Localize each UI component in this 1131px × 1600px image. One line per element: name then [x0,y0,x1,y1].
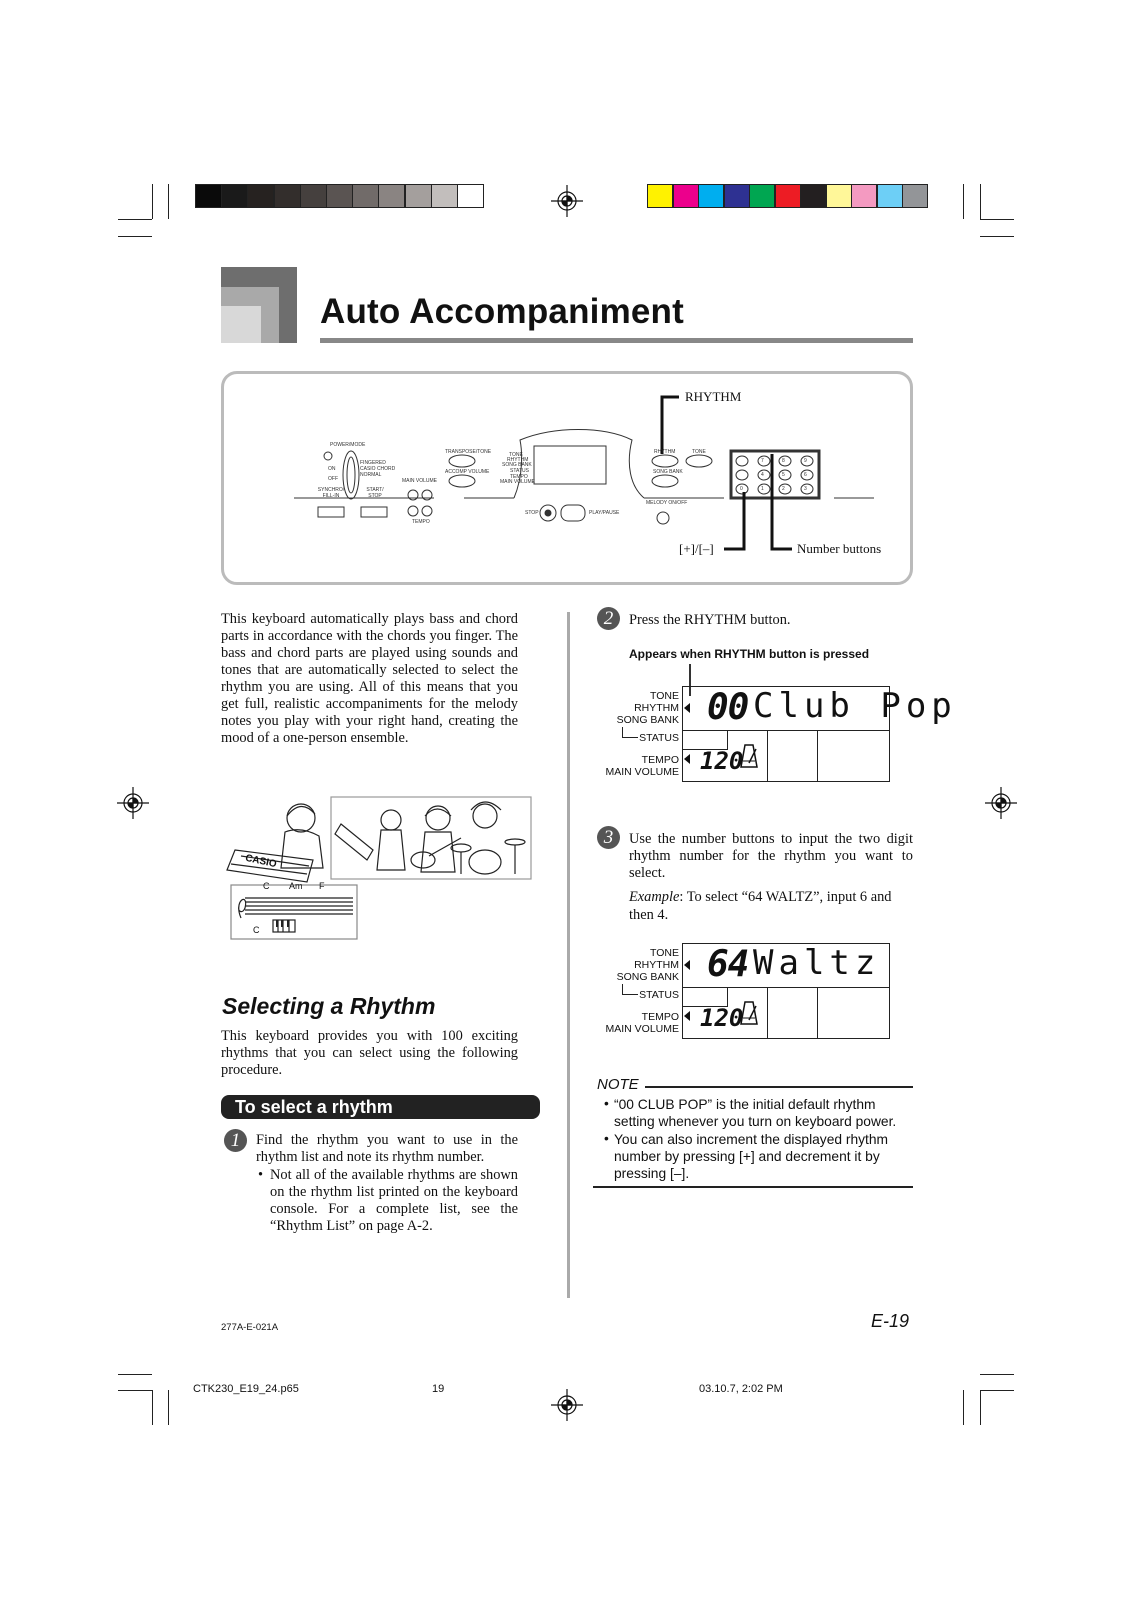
gray-swatch [247,184,274,208]
color-swatch [724,184,750,208]
color-swatch [826,184,852,208]
number-key-7: 7 [761,458,764,464]
sheet-number: 19 [432,1383,445,1395]
file-name: CTK230_E19_24.p65 [193,1383,299,1395]
panel-label-start-stop: START/ STOP [366,487,384,499]
print-datetime: 03.10.7, 2:02 PM [699,1383,783,1395]
note-bullet-1: • [604,1096,609,1111]
document-code: 277A-E-021A [221,1322,279,1333]
step-3-example-text: : To select “64 WALTZ”, input 6 and then 4. [629,889,892,923]
column-divider [567,612,570,1298]
metronome-icon [739,743,759,769]
panel-label-melody-onoff: MELODY ON/OFF [646,500,688,506]
lcd2-label-main-volume: MAIN VOLUME [605,1023,679,1035]
step-1-number: 1 [224,1129,247,1152]
step-3-number: 3 [597,826,620,849]
illustration-brand-logo: CASIO [244,852,278,871]
panel-label-mode-off: OFF [328,476,338,482]
lcd1-label-status: STATUS [639,732,679,744]
keyboard-panel-diagram [221,371,913,585]
title-underline [320,338,913,343]
number-key-2: 2 [782,486,785,492]
gray-swatch [378,184,405,208]
note-bullet-2: • [604,1131,609,1146]
color-swatch [647,184,673,208]
panel-label-display-tempo: TEMPO [510,474,528,480]
lcd1-caption: Appears when RHYTHM button is pressed [629,647,870,661]
number-key-1: 1 [761,486,764,492]
color-swatch [749,184,775,208]
page-title: Auto Accompaniment [320,292,684,331]
callout-rhythm-label: RHYTHM [685,389,742,404]
intro-paragraph: This keyboard automatically plays bass and chord parts in accordance with the chords you finger. The bass and chord parts are played using sounds and tones that are automatically selected to select the rhythm you are using. All of this means that you get full, realistic accompaniments for the melody notes you play with your right hand, creating the mood of a one-person ensemble. [221,611,518,746]
note-bottom-rule [593,1186,913,1188]
panel-label-synchro: SYNCHRO/ FILL-IN [317,487,345,499]
procedure-title: To select a rhythm [235,1097,393,1117]
color-swatch [902,184,928,208]
color-swatch [800,184,826,208]
panel-label-main-volume: MAIN VOLUME [402,478,438,484]
color-swatch [775,184,801,208]
panel-label-stop: STOP [525,510,539,516]
lcd2-rhythm-number: 64 [707,944,749,985]
color-swatch [698,184,724,208]
panel-label-mode-on: ON [328,466,336,472]
page-number: E-19 [871,1311,910,1331]
panel-label-accomp-volume: ACCOMP VOLUME [445,469,490,475]
step-3-text: Use the number buttons to input the two digit rhythm number for the rhythm you want to select. [629,831,913,881]
lcd2-label-tone: TONE [650,947,679,959]
step-1-bullet-text: Not all of the available rhythms are shown on the rhythm list printed on the keyboard console. For a complete list, see the “Rhythm List” on page A-2. [270,1167,518,1234]
chord-label-am: Am [289,881,303,891]
lcd1-label-main-volume: MAIN VOLUME [605,766,679,778]
number-key-5: 5 [782,472,785,478]
panel-label-power-mode: POWER/MODE [330,442,366,448]
panel-label-tone: TONE [692,449,706,455]
step-1-text: Find the rhythm you want to use in the rhythm list and note its rhythm number. [256,1132,518,1165]
panel-label-rhythm: RHYTHM [654,449,676,455]
panel-label-transpose-tone: TRANSPOSE/TONE [445,449,492,455]
panel-label-display-status: STATUS [510,468,529,474]
section-title-selecting-rhythm: Selecting a Rhythm [222,993,436,1019]
lcd1-rhythm-number: 00 [707,687,749,728]
note-top-rule [645,1086,913,1088]
panel-label-mode-normal: NORMAL [360,472,382,478]
ensemble-illustration [223,790,533,952]
ensemble-drawing [223,790,533,952]
color-swatch [877,184,903,208]
panel-label-display-mainvol: MAIN VOLUME [500,479,536,485]
number-key-4: 4 [761,472,764,478]
number-key-0: 0 [740,486,743,492]
lcd2-rhythm-name: Waltz [753,943,881,983]
panel-label-song-bank: SONG BANK [653,469,683,475]
panel-label-mode-fingered: FINGERED [360,460,386,466]
gray-swatch [405,184,432,208]
gray-swatch [195,184,222,208]
gray-swatch [326,184,353,208]
panel-label-display-tone: TONE [509,452,523,458]
step-2-text: Press the RHYTHM button. [629,612,791,628]
lcd2-label-rhythm: RHYTHM [634,959,679,971]
gray-swatch [431,184,458,208]
gray-swatch [457,184,484,208]
selecting-paragraph: This keyboard provides you with 100 exciting rhythms that you can select using the following procedure. [221,1028,518,1078]
panel-label-display-rhythm: RHYTHM [507,457,529,463]
note-item-1: “00 CLUB POP” is the initial default rhythm setting whenever you turn on keyboard power. [614,1097,897,1129]
panel-label-mode-casio: CASIO CHORD [360,466,396,472]
lcd1-rhythm-name: Club Pop [753,686,957,726]
number-key-6: 6 [804,472,807,478]
panel-label-display-songbank: SONG BANK [502,462,532,468]
callout-number-buttons-label: Number buttons [797,541,882,556]
metronome-icon [739,1000,759,1026]
step-1-bullet-mark: • [258,1167,264,1183]
gray-swatch [352,184,379,208]
lcd1-label-tempo: TEMPO [641,754,679,766]
number-key-9: 9 [804,458,807,464]
lcd1-tempo-value: 120 [700,747,744,775]
procedure-title-bar [221,1095,540,1119]
note-item-2: You can also increment the displayed rhythm number by pressing [+] and decrement it by pressing [–]. [614,1132,889,1181]
chord-label-f: F [319,881,325,891]
lcd1-label-song-bank: SONG BANK [616,714,679,726]
lcd1-label-tone: TONE [650,690,679,702]
step-2-number: 2 [597,607,620,630]
note-title: NOTE [597,1076,639,1093]
panel-label-tempo: TEMPO [412,519,430,525]
gray-swatch [274,184,301,208]
bass-note-label: C [253,925,260,935]
number-key-8: 8 [782,458,785,464]
color-swatch [673,184,699,208]
lcd2-screen [682,943,890,1039]
color-swatch [851,184,877,208]
lcd1-label-rhythm: RHYTHM [634,702,679,714]
lcd2-label-status: STATUS [639,989,679,1001]
lcd2-tempo-value: 120 [700,1004,744,1032]
lcd1-screen [682,686,957,782]
callout-plusminus-label: [+]/[–] [679,541,714,556]
gray-swatch [300,184,327,208]
lcd2-label-song-bank: SONG BANK [616,971,679,983]
lcd2-label-tempo: TEMPO [641,1011,679,1023]
number-key-3: 3 [804,486,807,492]
chord-label-c: C [263,881,270,891]
step-3-example [629,888,913,924]
panel-label-play-pause: PLAY/PAUSE [589,510,620,516]
step-3-example-label: Example [629,889,680,905]
gray-swatch [221,184,248,208]
